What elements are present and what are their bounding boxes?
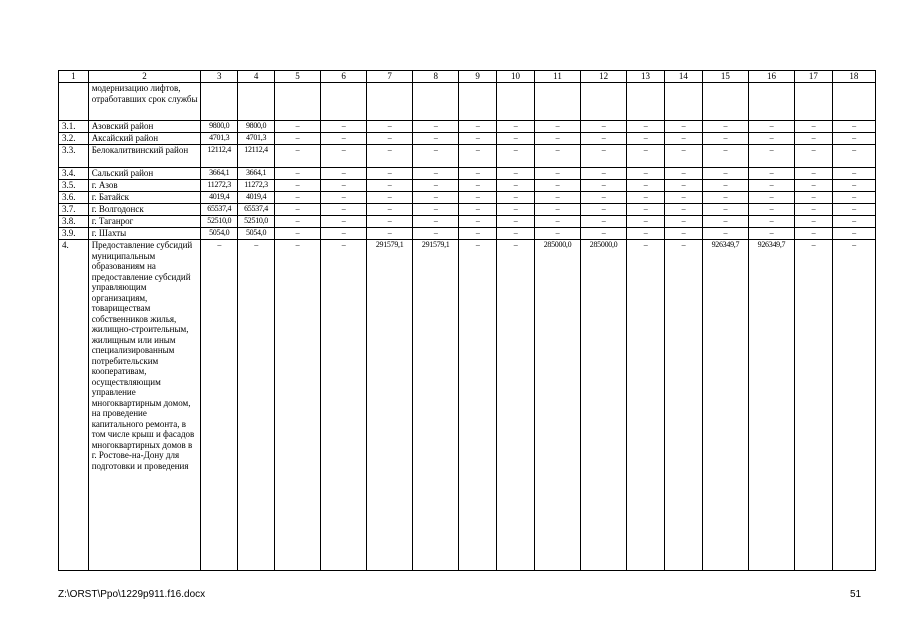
table-cell: –	[274, 240, 320, 571]
table-cell: –	[748, 216, 794, 228]
column-header: 4	[238, 71, 275, 83]
row-number: 3.5.	[59, 180, 89, 192]
table-cell: –	[832, 121, 875, 133]
table-cell: –	[459, 145, 497, 168]
table-cell: –	[794, 121, 832, 133]
table-cell: –	[581, 168, 627, 180]
table-cell: –	[459, 204, 497, 216]
row-number: 3.6.	[59, 192, 89, 204]
table-cell: 926349,7	[748, 240, 794, 571]
table-cell: 11272,3	[201, 180, 238, 192]
table-cell: –	[627, 133, 665, 145]
table-cell: –	[794, 133, 832, 145]
table-cell: –	[627, 145, 665, 168]
table-cell: –	[534, 168, 580, 180]
table-cell: 285000,0	[534, 240, 580, 571]
table-cell: –	[702, 121, 748, 133]
table-cell: –	[664, 240, 702, 571]
table-cell: –	[497, 240, 535, 571]
table-cell: –	[459, 180, 497, 192]
table-cell: –	[497, 121, 535, 133]
table-cell: –	[664, 228, 702, 240]
table-cell: –	[274, 145, 320, 168]
table-cell: –	[627, 204, 665, 216]
table-cell: –	[367, 204, 413, 216]
table-cell: –	[413, 192, 459, 204]
table-cell: 11272,3	[238, 180, 275, 192]
table-cell: –	[274, 180, 320, 192]
table-cell: –	[702, 216, 748, 228]
row-name: Белокалитвинский район	[88, 145, 201, 168]
table-cell: 291579,1	[413, 240, 459, 571]
table-cell: –	[321, 216, 367, 228]
column-header: 10	[497, 71, 535, 83]
table-cell: –	[274, 228, 320, 240]
table-cell: –	[832, 228, 875, 240]
table-row	[59, 192, 876, 204]
table-cell: –	[702, 168, 748, 180]
table-cell: –	[497, 192, 535, 204]
table-cell: –	[497, 180, 535, 192]
table-cell: –	[459, 216, 497, 228]
table-cell: –	[367, 121, 413, 133]
table-cell: –	[367, 168, 413, 180]
table-cell: 4019,4	[238, 192, 275, 204]
column-header: 16	[748, 71, 794, 83]
column-header: 15	[702, 71, 748, 83]
table-cell: –	[627, 216, 665, 228]
table-cell: –	[832, 240, 875, 571]
column-header: 9	[459, 71, 497, 83]
table-cell: –	[748, 228, 794, 240]
table-cell: –	[238, 240, 275, 571]
table-cell: –	[497, 216, 535, 228]
table-cell: –	[664, 180, 702, 192]
column-header: 8	[413, 71, 459, 83]
table-cell: 4701,3	[201, 133, 238, 145]
table-cell: –	[534, 192, 580, 204]
row-number: 3.4.	[59, 168, 89, 180]
row-number	[59, 83, 89, 121]
column-header: 2	[88, 71, 201, 83]
table-cell: –	[413, 133, 459, 145]
table-cell: –	[459, 228, 497, 240]
table-row	[59, 121, 876, 133]
table-cell: –	[274, 204, 320, 216]
table-cell: –	[832, 204, 875, 216]
table-cell: –	[794, 228, 832, 240]
table-cell: –	[664, 204, 702, 216]
table-cell: –	[664, 121, 702, 133]
table-cell: –	[794, 204, 832, 216]
table-cell: –	[534, 228, 580, 240]
table-cell: –	[274, 121, 320, 133]
table-cell: –	[413, 168, 459, 180]
table-cell: –	[794, 145, 832, 168]
row-number: 3.3.	[59, 145, 89, 168]
table-cell: –	[413, 204, 459, 216]
table-row	[59, 180, 876, 192]
row-number: 3.7.	[59, 204, 89, 216]
row-name: Сальский район	[88, 168, 201, 180]
column-header: 18	[832, 71, 875, 83]
table-cell: –	[367, 228, 413, 240]
table-cell: –	[702, 180, 748, 192]
row-name: г. Азов	[88, 180, 201, 192]
row-name: Аксайский район	[88, 133, 201, 145]
table-cell: –	[497, 168, 535, 180]
table-cell: –	[367, 192, 413, 204]
table-cell: 285000,0	[581, 240, 627, 571]
table-cell: –	[832, 216, 875, 228]
table-cell: –	[581, 145, 627, 168]
column-header: 5	[274, 71, 320, 83]
table-cell: –	[794, 216, 832, 228]
table-cell: –	[534, 216, 580, 228]
table-cell: –	[413, 216, 459, 228]
table-row	[59, 133, 876, 145]
table-cell: –	[367, 180, 413, 192]
table-cell: 3664,1	[201, 168, 238, 180]
table-cell: –	[702, 204, 748, 216]
table-cell: –	[748, 133, 794, 145]
table-cell: 926349,7	[702, 240, 748, 571]
table-cell: –	[664, 133, 702, 145]
column-header: 3	[201, 71, 238, 83]
row-number: 4.	[59, 240, 89, 571]
table-cell: –	[702, 133, 748, 145]
table-cell: –	[497, 228, 535, 240]
table-cell: –	[581, 180, 627, 192]
table-cell: –	[321, 228, 367, 240]
table-row	[59, 216, 876, 228]
column-header: 7	[367, 71, 413, 83]
table-cell: –	[794, 168, 832, 180]
table-cell: –	[321, 192, 367, 204]
table-cell: –	[321, 121, 367, 133]
table-cell: –	[274, 216, 320, 228]
row-name: г. Волгодонск	[88, 204, 201, 216]
table-cell: –	[794, 240, 832, 571]
table-cell: –	[748, 180, 794, 192]
row-name: Азовский район	[88, 121, 201, 133]
table-cell: –	[664, 168, 702, 180]
table-cell: 52510,0	[238, 216, 275, 228]
table-cell: –	[321, 204, 367, 216]
table-cell: –	[534, 145, 580, 168]
table-cell: –	[321, 133, 367, 145]
table-cell: –	[627, 240, 665, 571]
row-name: модернизацию лифтов, отработавших срок службы	[88, 83, 201, 121]
table-cell: 65537,4	[201, 204, 238, 216]
table-cell: –	[459, 121, 497, 133]
table-cell: –	[459, 168, 497, 180]
table-row	[59, 145, 876, 168]
table-cell: 4019,4	[201, 192, 238, 204]
table-cell: –	[702, 228, 748, 240]
table-cell: 5054,0	[238, 228, 275, 240]
column-header: 17	[794, 71, 832, 83]
table-cell: 52510,0	[201, 216, 238, 228]
table-cell: –	[497, 133, 535, 145]
row-name: Предоставление субсидий муниципальным образованиям на предоставление субсидий управляющим организациям, товариществам собственников жилья, жилищно-строительным, жилищным или иным специализированным потребительским кооперативам, осуществляющим управление многоквартирным домом, на проведение капитального ремонта, в том числе крыш и фасадов многоквартирных домов в г. Ростове-на-Дону для подготовки и проведения	[88, 240, 201, 571]
table-cell: –	[581, 228, 627, 240]
table-cell: –	[832, 145, 875, 168]
table-cell: –	[581, 192, 627, 204]
table-cell: –	[274, 133, 320, 145]
table-cell: –	[581, 133, 627, 145]
table-cell: 12112,4	[238, 145, 275, 168]
table-cell: 9800,0	[201, 121, 238, 133]
table-cell: –	[459, 240, 497, 571]
table-cell: –	[794, 192, 832, 204]
table-cell: –	[702, 145, 748, 168]
table-row	[59, 168, 876, 180]
table-cell: –	[794, 180, 832, 192]
table-cell: –	[321, 240, 367, 571]
table-cell: 65537,4	[238, 204, 275, 216]
table-cell: –	[581, 216, 627, 228]
table-cell: –	[459, 192, 497, 204]
table-cell: 291579,1	[367, 240, 413, 571]
table-cell: –	[413, 145, 459, 168]
table-cell: –	[534, 180, 580, 192]
table-row	[59, 228, 876, 240]
column-header: 6	[321, 71, 367, 83]
table-cell: –	[581, 204, 627, 216]
table-cell: –	[627, 121, 665, 133]
row-name: г. Шахты	[88, 228, 201, 240]
column-header: 11	[534, 71, 580, 83]
column-header: 12	[581, 71, 627, 83]
table-row	[59, 204, 876, 216]
table-cell: –	[627, 228, 665, 240]
table-cell: –	[321, 180, 367, 192]
table-cell: 12112,4	[201, 145, 238, 168]
table-cell: –	[459, 133, 497, 145]
table-cell: –	[274, 168, 320, 180]
table-cell: –	[627, 168, 665, 180]
table-cell: –	[201, 240, 238, 571]
table-cell: –	[664, 145, 702, 168]
table-cell: –	[832, 192, 875, 204]
table-cell: –	[534, 121, 580, 133]
table-cell: –	[748, 168, 794, 180]
continuation-row	[59, 83, 876, 121]
table-cell: –	[748, 192, 794, 204]
table-cell: 9800,0	[238, 121, 275, 133]
table-cell: –	[534, 204, 580, 216]
table-cell: –	[832, 133, 875, 145]
table-cell: –	[413, 121, 459, 133]
table-cell: –	[748, 145, 794, 168]
table-cell: –	[627, 180, 665, 192]
table-cell: –	[702, 192, 748, 204]
column-header: 13	[627, 71, 665, 83]
table-cell: –	[664, 216, 702, 228]
table-cell: –	[534, 133, 580, 145]
table-cell: –	[581, 121, 627, 133]
table-cell: –	[627, 192, 665, 204]
table-cell: 5054,0	[201, 228, 238, 240]
table-cell: –	[367, 133, 413, 145]
table-cell: –	[497, 145, 535, 168]
table-cell: 4701,3	[238, 133, 275, 145]
header-row	[59, 71, 876, 83]
table-cell: –	[832, 180, 875, 192]
table-cell: 3664,1	[238, 168, 275, 180]
row-number: 3.8.	[59, 216, 89, 228]
table-cell: –	[664, 192, 702, 204]
row-name: г. Таганрог	[88, 216, 201, 228]
table-cell: –	[748, 204, 794, 216]
table-cell: –	[413, 228, 459, 240]
page-number: 51	[850, 589, 862, 600]
table-row	[59, 240, 876, 571]
table-cell: –	[748, 121, 794, 133]
row-number: 3.1.	[59, 121, 89, 133]
row-number: 3.9.	[59, 228, 89, 240]
row-name: г. Батайск	[88, 192, 201, 204]
table-cell: –	[321, 168, 367, 180]
table-cell: –	[367, 216, 413, 228]
table-cell: –	[497, 204, 535, 216]
table-cell: –	[321, 145, 367, 168]
column-header: 14	[664, 71, 702, 83]
table-cell: –	[274, 192, 320, 204]
column-header: 1	[59, 71, 89, 83]
table-cell: –	[832, 168, 875, 180]
data-table	[58, 70, 876, 571]
footer-file-path: Z:\ORST\Ppo\1229p911.f16.docx	[58, 589, 206, 600]
table-cell: –	[413, 180, 459, 192]
table-cell: –	[367, 145, 413, 168]
row-number: 3.2.	[59, 133, 89, 145]
